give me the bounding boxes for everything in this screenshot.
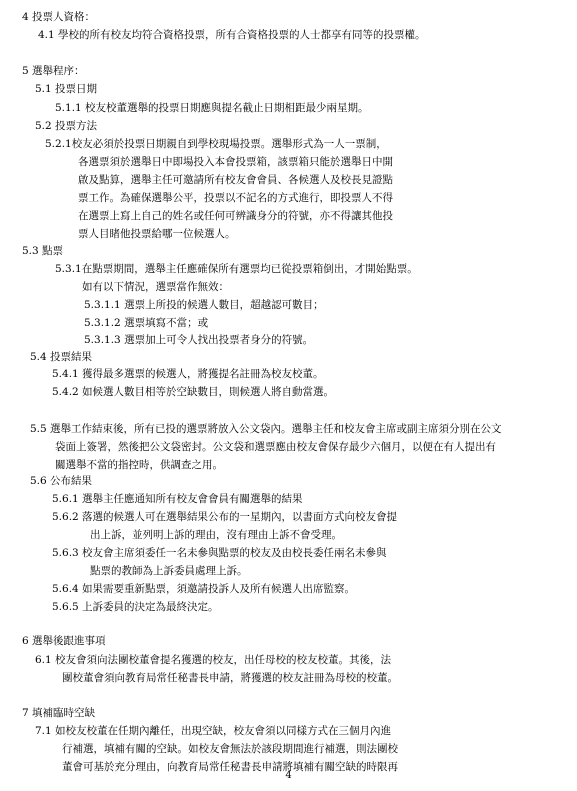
section-6-heading: 6 選舉後跟進事項 [22, 635, 106, 647]
item-5-6-1: 5.6.1 選舉主任應通知所有校友會會員有關選舉的結果 [52, 493, 303, 505]
item-4-1: 4.1 學校的所有校友均符合資格投票，所有合資格投票的人士都享有同等的投票權。 [38, 29, 426, 41]
section-5-5-line: 關選舉不當的指控時，供調查之用。 [55, 459, 223, 471]
item-5-6-2-line: 出上訴，並列明上訴的理由，沒有理由上訴不會受理。 [90, 529, 342, 541]
section-5-6-heading: 5.6 公布結果 [30, 475, 93, 487]
item-5-6-4: 5.6.4 如果需要重新點票，須邀請投訴人及所有候選人出席監察。 [52, 583, 356, 595]
item-5-4-1: 5.4.1 獲得最多選票的候選人，將獲提名註冊為校友校董。 [52, 368, 324, 380]
item-5-4-2: 5.4.2 如候選人數目相等於空缺數目，則候選人將自動當選。 [52, 386, 335, 398]
item-6-1-line: 6.1 校友會須向法團校董會提名獲選的校友，出任母校的校友校董。其後，法 [35, 654, 392, 666]
section-5-2-heading: 5.2 投票方法 [35, 120, 98, 132]
item-5-2-1-line: 票工作。為確保選舉公平，投票以不記名的方式進行，即投票人不得 [78, 192, 393, 204]
item-5-2-1-line: 啟及點算，選舉主任可邀請所有校友會會員、各候選人及校長見證點 [78, 174, 393, 186]
item-5-6-3-line: 點票的教師為上訴委員處理上訴。 [90, 565, 248, 577]
section-5-1-heading: 5.1 投票日期 [35, 83, 98, 95]
item-5-6-2-line: 5.6.2 落選的候選人可在選舉結果公布的一星期內，以書面方式向校友會提 [52, 511, 398, 523]
section-5-5-line: 袋面上簽署，然後把公文袋密封。公文袋和選票應由校友會保存最少六個月，以便在有人提出有 [55, 441, 496, 453]
invalid-ballot-intro: 如有以下情況，選票當作無效： [82, 281, 229, 293]
section-5-4-heading: 5.4 投票結果 [30, 351, 93, 363]
page-number: 4 [285, 770, 292, 781]
item-5-3-1-1: 5.3.1.1 選票上所投的候選人數目，超越認可數目； [84, 299, 324, 311]
item-5-2-1-line: 票人目睹他投票給哪一位候選人。 [78, 228, 236, 240]
section-5-3-heading: 5.3 點票 [22, 245, 64, 257]
section-7-heading: 7 填補臨時空缺 [22, 707, 96, 719]
item-5-3-1: 5.3.1在點票期間，選舉主任應確保所有選票均已從投票箱倒出，才開始點票。 [55, 263, 418, 275]
section-5-heading: 5 選舉程序： [22, 65, 85, 77]
item-5-1-1: 5.1.1 校友校董選舉的投票日期應與提名截止日期相距最少兩星期。 [55, 102, 369, 114]
item-5-6-5: 5.6.5 上訴委員的決定為最終決定。 [52, 601, 219, 613]
item-7-1-line: 董會可基於充分理由，向教育局常任秘書長申請將填補有關空缺的時限再 [62, 761, 398, 773]
item-7-1-line: 行補選，填補有關的空缺。如校友會無法於該段期間進行補選，則法團校 [62, 743, 398, 755]
item-5-6-3-line: 5.6.3 校友會主席須委任一名未參與點票的校友及由校長委任兩名未參與 [52, 547, 387, 559]
item-5-2-1-line: 各選票須於選舉日中即場投入本會投票箱，該票箱只能於選舉日中開 [78, 156, 393, 168]
item-5-2-1-line: 5.2.1校友必須於投票日期親自到學校現場投票。選舉形式為一人一票制， [45, 138, 387, 150]
section-5-5-line: 5.5 選舉工作結束後，所有已投的選票將放入公文袋內。選舉主任和校友會主席或副主席須分別在公文 [30, 423, 502, 435]
item-6-1-line: 團校董會須向教育局常任秘書長申請，將獲選的校友註冊為母校的校董。 [62, 672, 398, 684]
item-5-3-1-2: 5.3.1.2 選票填寫不當；或 [84, 317, 209, 329]
item-5-3-1-3: 5.3.1.3 選票加上可令人找出投票者身分的符號。 [84, 334, 314, 346]
section-4-heading: 4 投票人資格： [22, 11, 96, 23]
item-7-1-line: 7.1 如校友校董在任期內離任，出現空缺，校友會須以同樣方式在三個月內進 [35, 725, 392, 737]
item-5-2-1-line: 在選票上寫上自己的姓名或任何可辨識身分的符號，亦不得讓其他投 [78, 210, 393, 222]
